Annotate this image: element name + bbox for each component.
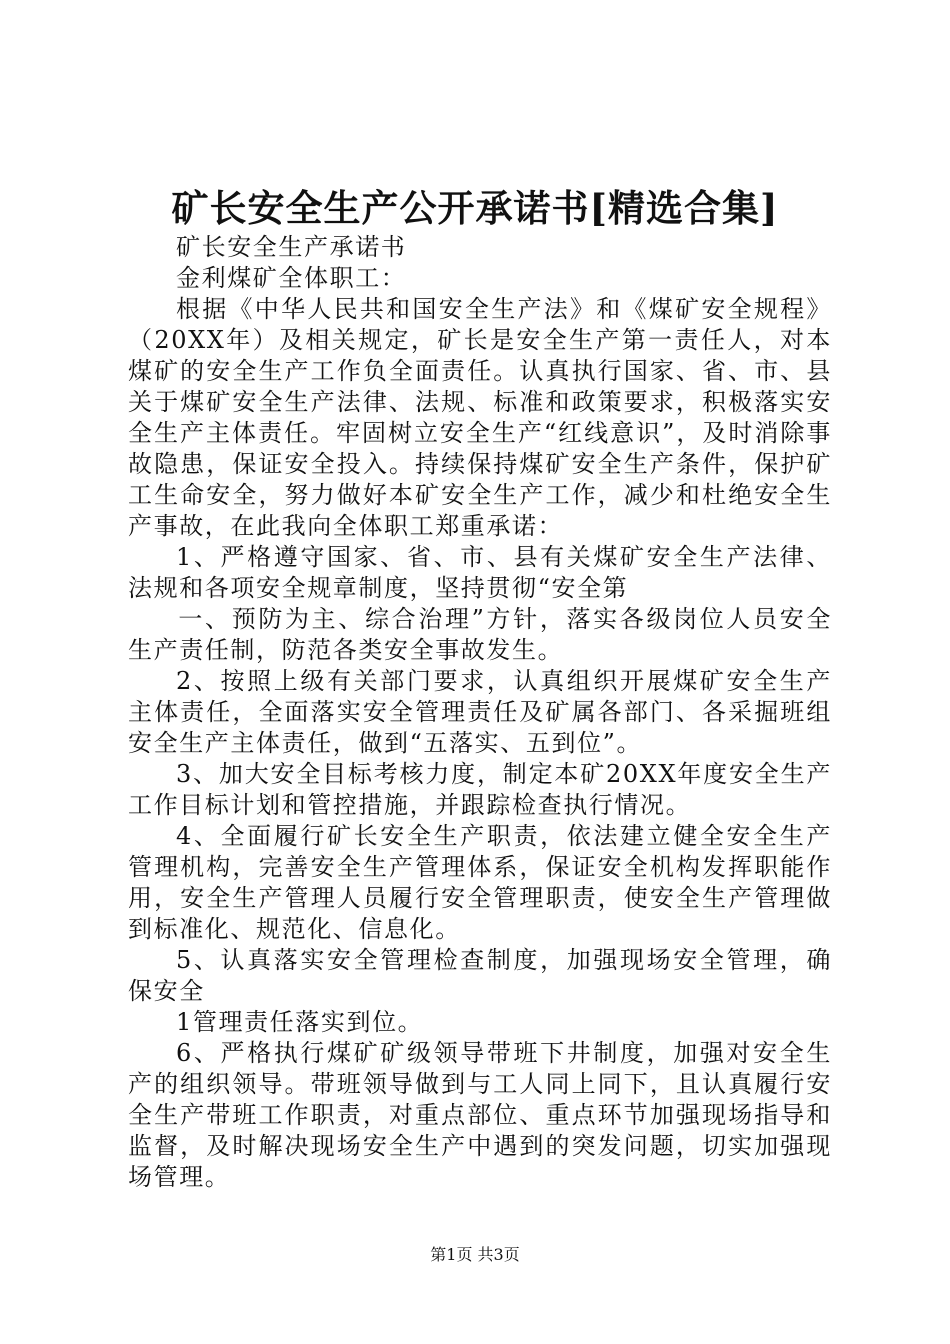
document-body xyxy=(128,232,832,1193)
paragraph-salutation: 金利煤矿全体职工： xyxy=(176,264,407,292)
document-title: 矿长安全生产公开承诺书[精选合集] xyxy=(171,186,779,230)
paragraph-item-2: 2、按照上级有关部门要求，认真组织开展煤矿安全生产主体责任，全面落实安全管理责任及矿属各部门、各采掘班组安全生产主体责任，做到“五落实、五到位”。 xyxy=(128,667,832,757)
paragraph-item-4: 4、全面履行矿长安全生产职责，依法建立健全安全生产管理机构，完善安全生产管理体系，保证安全机构发挥职能作用，安全生产管理人员履行安全管理职责，使安全生产管理做到标准化、规范化、信息化。 xyxy=(128,822,832,943)
paragraph-item-5-continued: 1管理责任落实到位。 xyxy=(176,1008,424,1036)
paragraph-intro: 根据《中华人民共和国安全生产法》和《煤矿安全规程》（20XX年）及相关规定，矿长是安全生产第一责任人，对本煤矿的安全生产工作负全面责任。认真执行国家、省、市、县关于煤矿安全生产法律、法规、标准和政策要求，积极落实安全生产主体责任。牢固树立安全生产“红线意识”，及时消除事故隐患，保证安全投入。持续保持煤矿安全生产条件，保护矿工生命安全，努力做好本矿安全生产工作，减少和杜绝安全生产事故，在此我向全体职工郑重承诺： xyxy=(128,295,832,540)
paragraph-item-1-continued: 一、预防为主、综合治理”方针，落实各级岗位人员安全生产责任制，防范各类安全事故发生。 xyxy=(128,605,832,664)
paragraph-heading: 矿长安全生产承诺书 xyxy=(176,233,407,261)
paragraph-item-5: 5、认真落实安全管理检查制度，加强现场安全管理，确保安全 xyxy=(128,946,832,1005)
paragraph-item-3: 3、加大安全目标考核力度，制定本矿20XX年度安全生产工作目标计划和管控措施，并跟踪检查执行情况。 xyxy=(128,760,832,819)
paragraph-item-6: 6、严格执行煤矿矿级领导带班下井制度，加强对安全生产的组织领导。带班领导做到与工人同上同下，且认真履行安全生产带班工作职责，对重点部位、重点环节加强现场指导和监督，及时解决现场安全生产中遇到的突发问题，切实加强现场管理。 xyxy=(128,1039,832,1191)
paragraph-item-1: 1、严格遵守国家、省、市、县有关煤矿安全生产法律、法规和各项安全规章制度，坚持贯彻“安全第 xyxy=(128,543,832,602)
page-footer: 第1页 共3页 xyxy=(430,1245,520,1264)
